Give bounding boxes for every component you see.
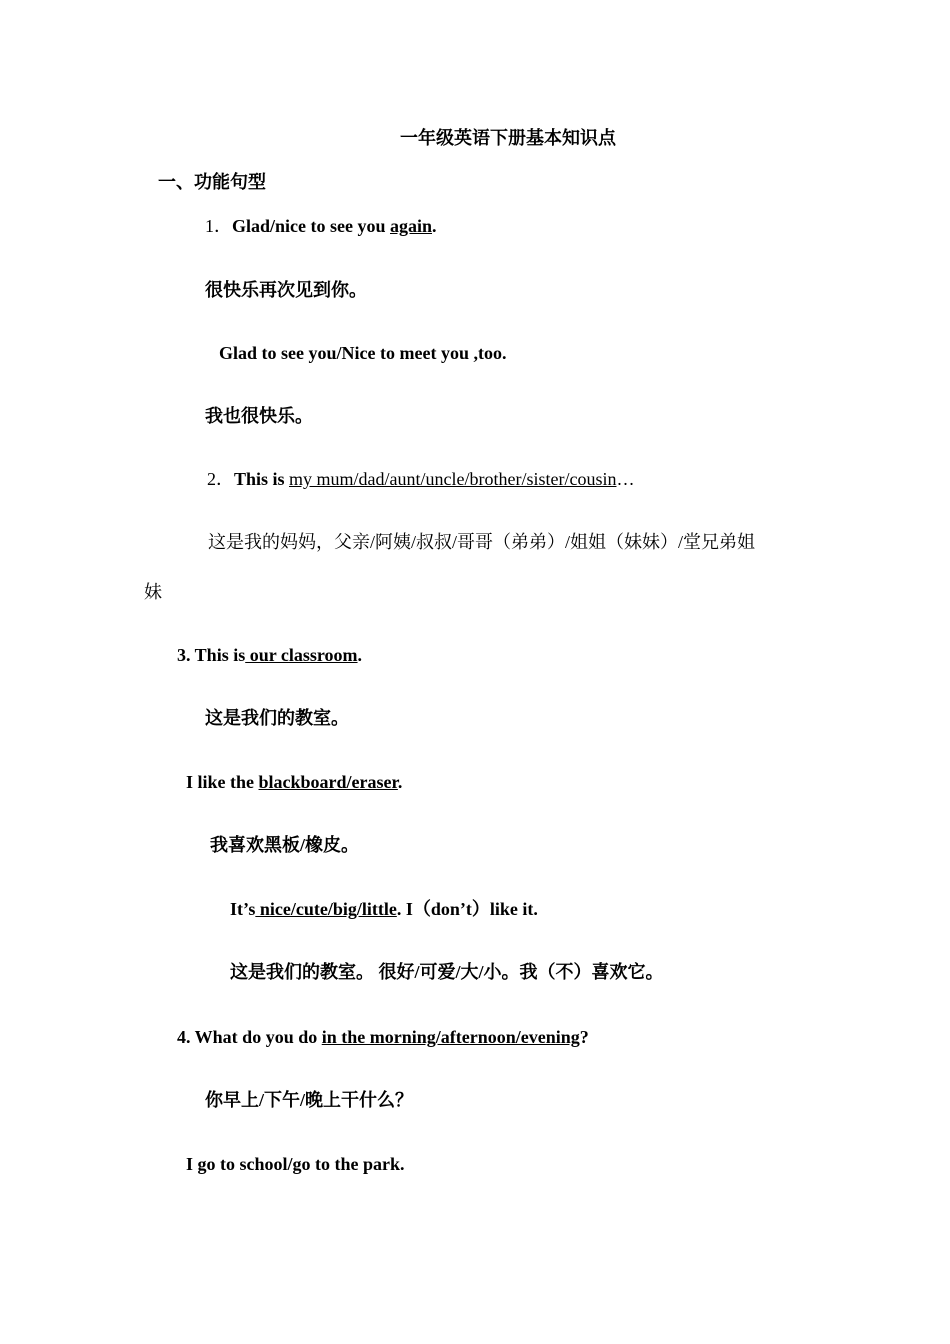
page-title: 一年级英语下册基本知识点	[400, 128, 616, 148]
sentence-3-like-translation: 我喜欢黑板/橡皮。	[210, 835, 360, 855]
sentence-3-like: I like the blackboard/eraser.	[186, 772, 403, 792]
section-heading: 一、功能句型	[158, 172, 266, 192]
sentence-3-its-translation: 这是我们的教室。 很好/可爱/大/小。我（不）喜欢它。	[230, 962, 664, 982]
sentence-3: 3. This is our classroom.	[177, 645, 363, 665]
sentence-2-translation: 这是我的妈妈，父亲/阿姨/叔叔/哥哥（弟弟）/姐姐（妹妹）/堂兄弟姐	[208, 532, 756, 552]
sentence-4-reply: I go to school/go to the park.	[186, 1154, 405, 1174]
sentence-4-translation: 你早上/下午/晚上干什么？	[205, 1090, 414, 1110]
sentence-3-its: It’s nice/cute/big/little. I（don’t）like it.	[230, 899, 538, 919]
item-number: 1．	[205, 216, 232, 236]
item-number: 2．	[207, 469, 234, 489]
sentence-2: 2．This is my mum/dad/aunt/uncle/brother/sister/cousin…	[207, 469, 635, 489]
sentence-3-translation: 这是我们的教室。	[205, 708, 349, 728]
sentence-1-reply-translation: 我也很快乐。	[205, 406, 313, 426]
sentence-2-translation-cont: 妹	[144, 582, 162, 602]
sentence-4: 4. What do you do in the morning/afternoon/evening?	[177, 1027, 589, 1047]
sentence-1-reply: Glad to see you/Nice to meet you ,too.	[219, 343, 507, 363]
sentence-1-translation: 很快乐再次见到你。	[205, 280, 367, 300]
sentence-1: 1．Glad/nice to see you again.	[205, 216, 437, 236]
